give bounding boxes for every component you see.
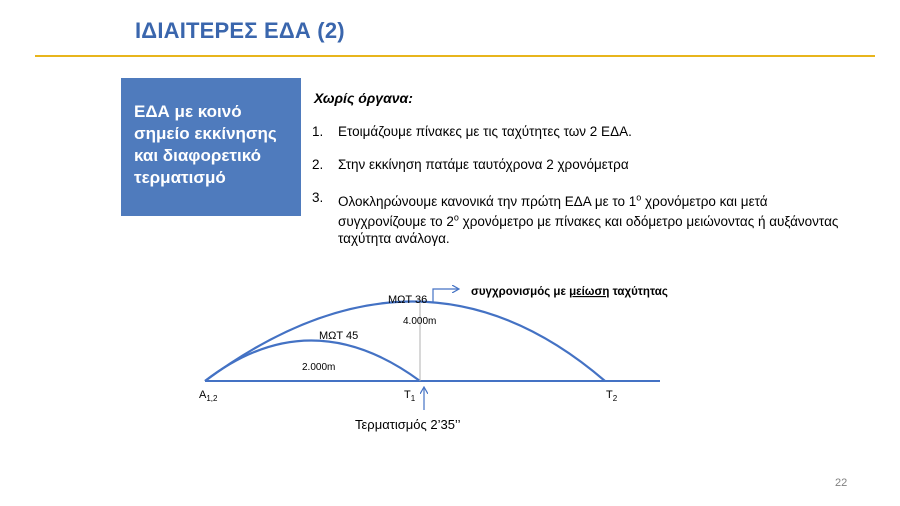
arc-mot45-label: ΜΩΤ 45 <box>319 330 359 342</box>
start-point-label: $A_{1,2}$ <box>199 389 218 403</box>
step-number: 2. <box>312 157 324 172</box>
arc-mot45 <box>205 341 420 382</box>
step-text: Στην εκκίνηση πατάμε ταυτόχρονα 2 χρονόμετρα <box>338 157 629 172</box>
sync-label: συγχρονισμός με μείωση ταχύτητας <box>471 286 668 298</box>
topic-box-text: ΕΔΑ με κοινό σημείο εκκίνησης και διαφορετικό τερματισμό <box>134 102 277 187</box>
t2-label: $T_2$ <box>606 389 618 403</box>
page-number: 22 <box>835 477 848 489</box>
step-number: 1. <box>312 124 324 139</box>
slide-title: ΙΔΙΑΙΤΕΡΕΣ ΕΔΑ (2) <box>135 18 345 43</box>
sync-arrow <box>433 289 458 303</box>
arc-mot45-distance: 2.000m <box>302 362 336 373</box>
arc-mot36 <box>205 302 605 382</box>
steps-heading: Χωρίς όργανα: <box>314 90 413 106</box>
t1-label: $T_1$ <box>404 389 416 403</box>
step-text: Ετοιμάζουμε πίνακες με τις ταχύτητες των 2 ΕΔΑ. <box>338 124 632 139</box>
arc-mot36-distance: 4.000m <box>403 316 437 327</box>
step-number: 3. <box>312 190 324 205</box>
arc-mot36-label: ΜΩΤ 36 <box>388 294 428 306</box>
finish-label: Τερματισμός 2’35’’ <box>355 417 461 432</box>
step-text: Ολοκληρώνουμε κανονικά την πρώτη ΕΔΑ με το $1^o$ χρονόμετρο και μετά συγχρονίζουμε το $2^o$ χρονόμετρο με πίνακες και οδόμετρο μειώνοντας ή αυξάνοντας ταχύτητα ανάλογα. <box>338 192 839 246</box>
